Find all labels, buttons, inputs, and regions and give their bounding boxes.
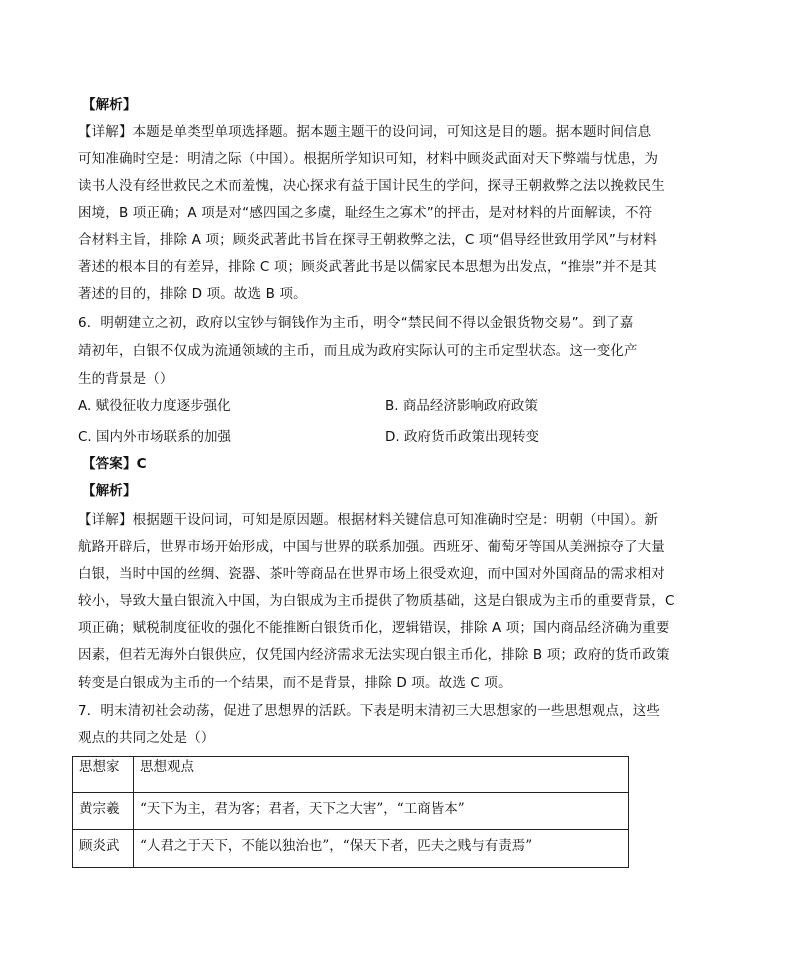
q7-stem-line-1: 7．明末清初社会动荡，促进了思想界的活跃。下表是明末清初三大思想家的一些思想观点，这些 <box>78 703 661 719</box>
q6-answer: 【答案】C <box>82 456 147 472</box>
table-cell-views: “人君之于天下，不能以独治也”，“保天下者，匹夫之贱与有责焉” <box>134 830 629 868</box>
q5-detail-line-3: 读书人没有经世救民之术而羞愧，决心探求有益于国计民生的学问，探寻王朝救弊之法以挽救民生 <box>78 178 665 194</box>
q6-detail-line-6: 因素，但若无海外白银供应，仅凭国内经济需求无法实现白银主币化，排除 B 项；政府的货币政策 <box>78 647 670 663</box>
q5-detail-line-7: 著述的目的，排除 D 项。故选 B 项。 <box>78 286 307 302</box>
q6-option-d: D. 政府货币政策出现转变 <box>385 429 539 445</box>
q5-detail-line-4: 困境，B 项正确；A 项是对“感四国之多虞，耻经生之寡术”的抨击，是对材料的片面解读，不符 <box>78 205 653 221</box>
q6-stem-line-2: 靖初年，白银不仅成为流通领域的主币，而且成为政府实际认可的主币定型状态。这一变化产 <box>78 343 638 359</box>
q5-detail-line-5: 合材料主旨，排除 A 项；顾炎武著此书旨在探寻王朝救弊之法，C 项“倡导经世致用学风”与材料 <box>78 232 657 248</box>
table-cell-views: “天下为主，君为客；君者，天下之大害”，“工商皆本” <box>134 793 629 830</box>
q6-option-b: B. 商品经济影响政府政策 <box>385 398 538 414</box>
q6-analysis-label: 【解析】 <box>82 483 137 499</box>
q6-option-c: C. 国内外市场联系的加强 <box>78 429 232 445</box>
table-row <box>73 793 629 830</box>
q6-detail-line-3: 白银，当时中国的丝绸、瓷器、茶叶等商品在世界市场上很受欢迎，而中国对外国商品的需求相对 <box>78 566 665 582</box>
q5-detail-line-1: 【详解】本题是单类型单项选择题。据本题主题干的设问词，可知这是目的题。据本题时间信息 <box>78 124 652 140</box>
table-cell-thinker: 顾炎武 <box>73 830 134 868</box>
q6-detail-line-5: 项正确；赋税制度征收的强化不能推断白银货币化，逻辑错误，排除 A 项；国内商品经济确为重要 <box>78 620 670 636</box>
table-cell-thinker: 黄宗羲 <box>73 793 134 830</box>
q6-stem-line-3: 生的背景是（） <box>78 371 174 387</box>
table-header-row <box>73 757 629 793</box>
q7-stem-line-2: 观点的共同之处是（） <box>78 730 215 746</box>
q6-detail-line-1: 【详解】根据题干设问词，可知是原因题。根据材料关键信息可知准确时空是：明朝（中国）。新 <box>78 512 659 528</box>
table-header-views: 思想观点 <box>134 757 629 793</box>
q5-analysis-label: 【解析】 <box>82 97 137 113</box>
q5-detail-line-6: 著述的根本目的有差异，排除 C 项；顾炎武著此书是以儒家民本思想为出发点，“推崇”并不是其 <box>78 259 657 275</box>
thinkers-table <box>72 756 629 868</box>
table-row <box>73 830 629 868</box>
q6-option-a: A. 赋役征收力度逐步强化 <box>78 398 231 414</box>
q6-stem-line-1: 6．明朝建立之初，政府以宝钞与铜钱作为主币，明令“禁民间不得以金银货物交易”。到了嘉 <box>78 315 634 331</box>
table-header-thinker: 思想家 <box>73 757 134 793</box>
q6-detail-line-2: 航路开辟后，世界市场开始形成，中国与世界的联系加强。西班牙、葡萄牙等国从美洲掠夺了大量 <box>78 539 665 555</box>
q6-detail-line-7: 转变是白银成为主币的一个结果，而不是背景，排除 D 项。故选 C 项。 <box>78 675 512 691</box>
q6-detail-line-4: 较小，导致大量白银流入中国，为白银成为主币提供了物质基础，这是白银成为主币的重要背景，C <box>78 593 675 609</box>
q5-detail-line-2: 可知准确时空是：明清之际（中国）。根据所学知识可知，材料中顾炎武面对天下弊端与忧患，为 <box>78 151 659 167</box>
